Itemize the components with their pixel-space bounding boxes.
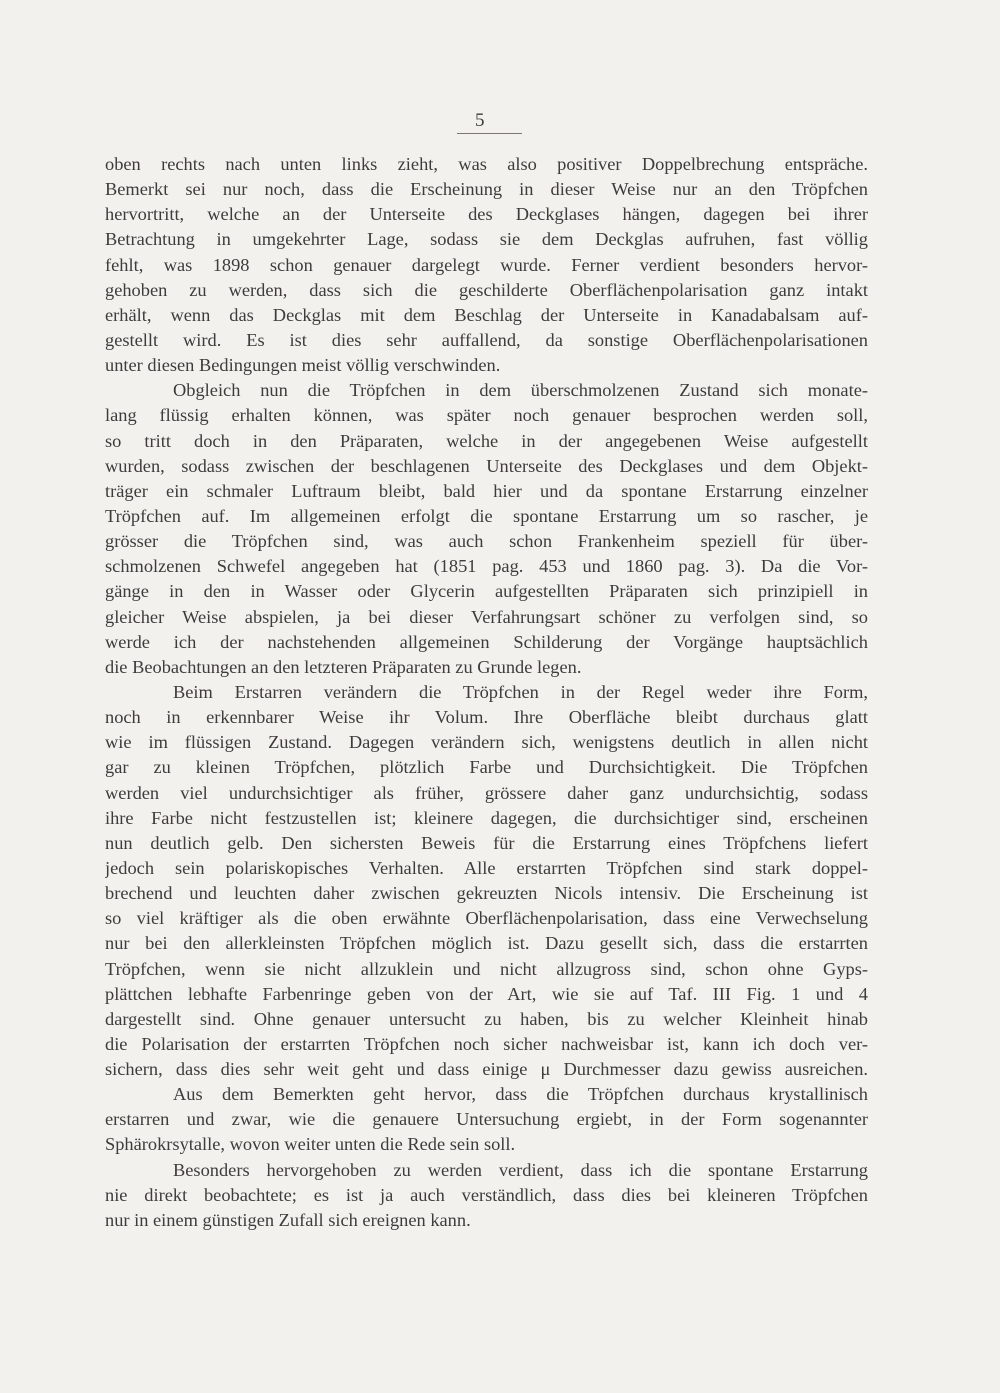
text-line: werden viel undurchsichtiger als früher, grössere daher ganz undurchsichtig, sodass [105, 782, 868, 803]
text-line: gar zu kleinen Tröpfchen, plötzlich Farbe und Durchsichtigkeit. Die Tröpfchen [105, 757, 868, 778]
text-line: fehlt, was 1898 schon genauer dargelegt wurde. Ferner verdient besonders hervor- [105, 254, 868, 275]
text-line: lang flüssig erhalten können, was später noch genauer besprochen werden soll, [105, 405, 868, 426]
text-line: Aus dem Bemerkten geht hervor, dass die Tröpfchen durchaus krystallinisch [173, 1084, 868, 1105]
text-line: nur in einem günstigen Zufall sich ereignen kann. [105, 1209, 471, 1230]
text-line: Besonders hervorgehoben zu werden verdient, dass ich die spontane Erstarrung [173, 1159, 868, 1180]
text-line: Tröpfchen auf. Im allgemeinen erfolgt die spontane Erstarrung um so rascher, je [105, 505, 868, 526]
text-line: noch in erkennbarer Weise ihr Volum. Ihre Oberfläche bleibt durchaus glatt [105, 707, 868, 728]
text-line: plättchen lebhafte Farbenringe geben von der Art, wie sie auf Taf. III Fig. 1 und 4 [105, 983, 868, 1004]
text-line: nie direkt beobachtete; es ist ja auch verständlich, dass dies bei kleineren Tröpfchen [105, 1184, 868, 1205]
text-line: so viel kräftiger als die oben erwähnte Oberflächenpolarisation, dass eine Verwechselung [105, 908, 868, 929]
text-line: nur bei den allerkleinsten Tröpfchen möglich ist. Dazu gesellt sich, dass die erstarrten [105, 933, 868, 954]
text-line: schmolzenen Schwefel angegeben hat (1851 pag. 453 und 1860 pag. 3). Da die Vor- [105, 556, 868, 577]
text-line: werde ich der nachstehenden allgemeinen Schilderung der Vorgänge hauptsächlich [105, 631, 868, 652]
text-line: gestellt wird. Es ist dies sehr auffallend, da sonstige Oberflächenpolarisationen [105, 329, 868, 350]
text-line: so tritt doch in den Präparaten, welche in der angegebenen Weise aufgestellt [105, 430, 868, 451]
text-line: Beim Erstarren verändern die Tröpfchen in der Regel weder ihre Form, [173, 681, 868, 702]
body-text [105, 152, 868, 1233]
text-line: Tröpfchen, wenn sie nicht allzuklein und nicht allzugross sind, schon ohne Gyps- [105, 958, 868, 979]
text-line: brechend und leuchten daher zwischen gekreuzten Nicols intensiv. Die Erscheinung ist [105, 883, 868, 904]
text-line: gehoben zu werden, dass sich die geschilderte Oberflächenpolarisation ganz intakt [105, 279, 868, 300]
text-line: die Polarisation der erstarrten Tröpfchen noch sicher nachweisbar ist, kann ich doch ver- [105, 1033, 868, 1054]
text-line: ihre Farbe nicht festzustellen ist; kleinere dagegen, die durchsichtiger sind, erscheinen [105, 807, 868, 828]
text-line: Betrachtung in umgekehrter Lage, sodass sie dem Deckglas aufruhen, fast völlig [105, 229, 868, 250]
text-line: jedoch sein polariskopisches Verhalten. Alle erstarrten Tröpfchen sind stark doppel- [105, 857, 868, 878]
text-line: sichern, dass dies sehr weit geht und dass einige μ Durchmesser dazu gewiss ausreichen. [105, 1059, 868, 1080]
text-line: träger ein schmaler Luftraum bleibt, bald hier und da spontane Erstarrung einzelner [105, 480, 868, 501]
text-line: wie im flüssigen Zustand. Dagegen verändern sich, wenigstens deutlich in allen nicht [105, 732, 868, 753]
page-number-rule [457, 133, 522, 134]
text-line: grösser die Tröpfchen sind, was auch schon Frankenheim speziell für über- [105, 531, 868, 552]
page-number: 5 [475, 110, 485, 131]
text-line: dargestellt sind. Ohne genauer untersucht zu haben, bis zu welcher Kleinheit hinab [105, 1008, 868, 1029]
text-line: hervortritt, welche an der Unterseite des Deckglases hängen, dagegen bei ihrer [105, 204, 868, 225]
text-line: oben rechts nach unten links zieht, was also positiver Doppelbrechung entspräche. [105, 154, 868, 174]
text-line: Obgleich nun die Tröpfchen in dem überschmolzenen Zustand sich monate- [173, 380, 868, 401]
text-line: Bemerkt sei nur noch, dass die Erscheinung in dieser Weise nur an den Tröpfchen [105, 179, 868, 200]
text-line: unter diesen Bedingungen meist völlig verschwinden. [105, 355, 501, 376]
text-line: Sphärokrsytalle, wovon weiter unten die Rede sein soll. [105, 1134, 516, 1155]
text-line: die Beobachtungen an den letzteren Präparaten zu Grunde legen. [105, 656, 582, 677]
text-line: gleicher Weise abspielen, ja bei dieser Verfahrungsart schöner zu verfolgen sind, so [105, 606, 868, 627]
text-line: gänge in den in Wasser oder Glycerin aufgestellten Präparaten sich prinzipiell in [105, 581, 868, 602]
text-line: wurden, sodass zwischen der beschlagenen Unterseite des Deckglases und dem Objekt- [105, 455, 868, 476]
text-line: erhält, wenn das Deckglas mit dem Beschlag der Unterseite in Kanadabalsam auf- [105, 304, 868, 325]
text-line: erstarren und zwar, wie die genauere Untersuchung ergiebt, in der Form sogenannter [105, 1109, 868, 1130]
text-line: nun deutlich gelb. Den sichersten Beweis für die Erstarrung eines Tröpfchens liefert [105, 832, 868, 853]
